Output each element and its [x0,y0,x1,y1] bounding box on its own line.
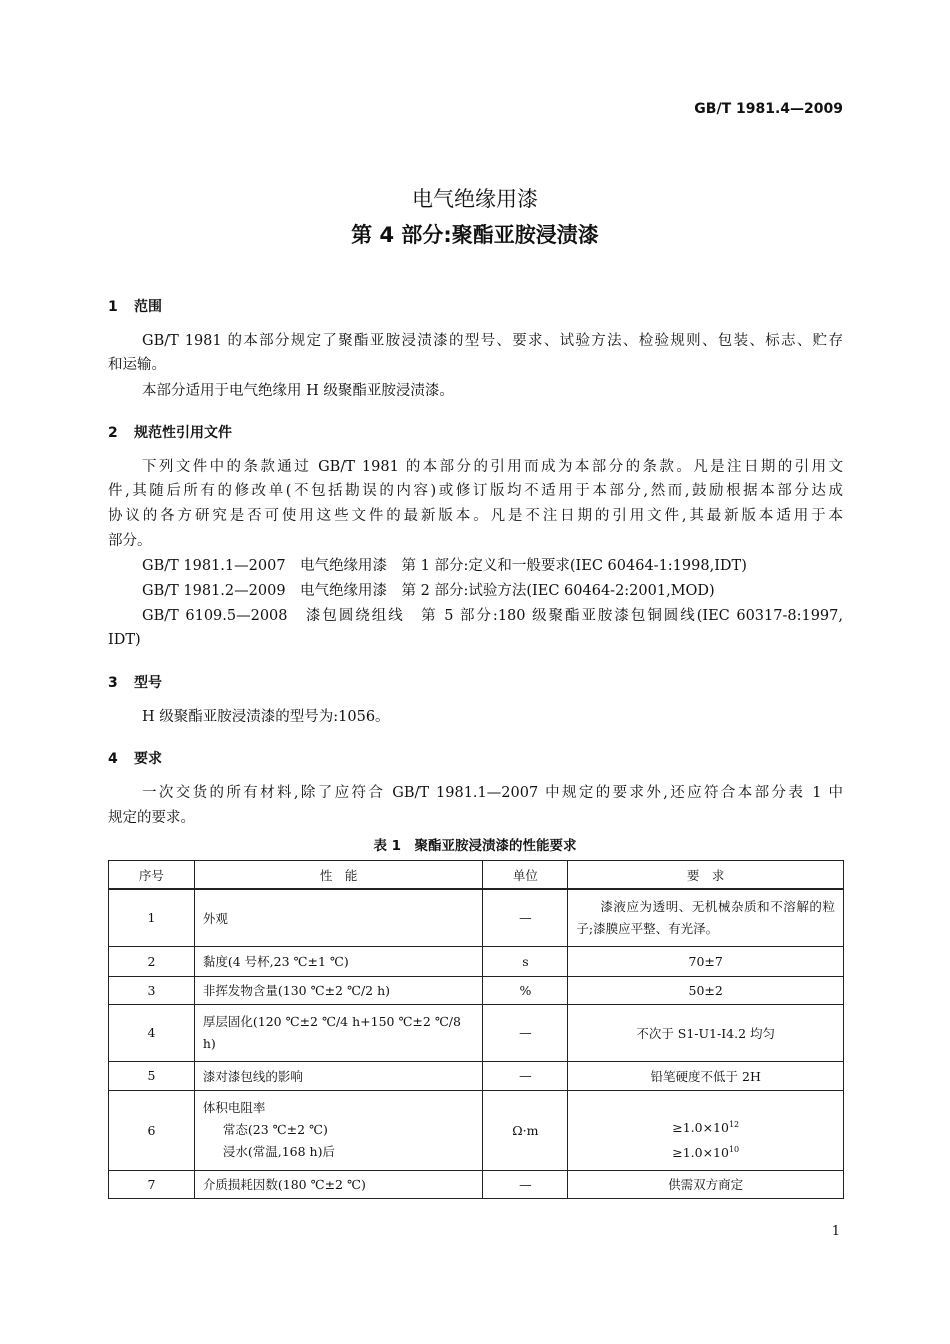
cell-no: 5 [109,1061,195,1090]
cell-property: 外观 [194,889,483,946]
cell-unit: — [483,889,568,946]
cell-no: 2 [109,946,195,976]
reference-line: GB/T 1981.2—2009 电气绝缘用漆 第 2 部分:试验方法(IEC 60464-2:2001,MOD) [142,583,715,599]
cell-unit: — [483,1170,568,1198]
requirement-normal [576,1114,835,1139]
paragraph-line: 部分。 [108,533,152,549]
table-row [109,946,844,976]
cell-property [194,1090,483,1170]
cell-requirement: 供需双方商定 [568,1170,844,1198]
cell-no: 4 [109,1004,195,1061]
requirement-value: ≥1.0×10 [672,1120,729,1135]
doc-title-line1: 电气绝缘用漆 [412,187,538,211]
table-row [109,1090,844,1170]
table-row [109,1061,844,1090]
section-heading-3 [108,672,162,692]
reference-line: IDT) [108,632,141,648]
requirements-table [108,860,844,1199]
column-header: 要 求 [568,861,844,890]
doc-title-line2: 第 4 部分:聚酯亚胺浸渍漆 [351,223,599,247]
table-header-row [109,861,844,890]
section-number: 2 [108,425,118,441]
paragraph-line: 一次交货的所有材料,除了应符合 GB/T 1981.1—2007 中规定的要求外,还应符合本部分表 1 中 [142,785,843,801]
page-number: 1 [831,1224,840,1239]
exponent: 12 [728,1119,740,1129]
cell-no: 7 [109,1170,195,1198]
cell-unit: Ω·m [483,1090,568,1170]
paragraph-line: 协议的各方研究是否可使用这些文件的最新版本。凡是不注日期的引用文件,其最新版本适用于本 [108,508,843,524]
cell-unit: — [483,1004,568,1061]
column-header: 序号 [109,861,195,890]
cell-property: 黏度(4 号杯,23 ℃±1 ℃) [194,946,483,976]
section-number: 4 [108,751,118,767]
property-label: 体积电阻率 [202,1100,266,1115]
cell-no: 3 [109,976,195,1004]
table-row [109,1004,844,1061]
section-heading-4 [108,748,162,768]
section-number: 1 [108,299,118,315]
cell-unit: — [483,1061,568,1090]
section-title: 型号 [134,675,162,691]
cell-requirement: 不次于 S1-U1-I4.2 均匀 [568,1004,844,1061]
property-sub-normal: 常态(23 ℃±2 ℃) [222,1122,328,1137]
section-heading-2 [108,422,232,442]
cell-requirement: 漆液应为透明、无机械杂质和不溶解的粒子;漆膜应平整、有光泽。 [568,889,844,946]
paragraph-line: 本部分适用于电气绝缘用 H 级聚酯亚胺浸渍漆。 [142,383,454,399]
cell-requirement: 70±7 [568,946,844,976]
standard-code: GB/T 1981.4—2009 [694,101,843,117]
cell-property: 厚层固化(120 ℃±2 ℃/4 h+150 ℃±2 ℃/8 h) [194,1004,483,1061]
requirement-immersed [576,1139,835,1164]
section-title: 规范性引用文件 [134,425,232,441]
column-header: 性 能 [194,861,483,890]
paragraph-line: GB/T 1981 的本部分规定了聚酯亚胺浸渍漆的型号、要求、试验方法、检验规则、包装、标志、贮存 [142,333,843,349]
cell-requirement: 50±2 [568,976,844,1004]
section-title: 范围 [134,299,162,315]
table-row [109,889,844,946]
cell-no: 1 [109,889,195,946]
cell-requirement [568,1090,844,1170]
table-row [109,1170,844,1198]
paragraph-line: 规定的要求。 [108,810,195,826]
paragraph-line: 件,其随后所有的修改单(不包括勘误的内容)或修订版均不适用于本部分,然而,鼓励根据本部分达成 [108,483,843,499]
reference-line: GB/T 1981.1—2007 电气绝缘用漆 第 1 部分:定义和一般要求(IEC 60464-1:1998,IDT) [142,558,747,574]
section-number: 3 [108,675,118,691]
paragraph-line: H 级聚酯亚胺浸渍漆的型号为:1056。 [142,709,390,725]
table-row [109,976,844,1004]
cell-no: 6 [109,1090,195,1170]
requirement-value: ≥1.0×10 [672,1145,729,1161]
section-title: 要求 [134,751,162,767]
cell-property: 介质损耗因数(180 ℃±2 ℃) [194,1170,483,1198]
property-sub-immersed: 浸水(常温,168 h)后 [222,1144,335,1159]
table-caption: 表 1 聚酯亚胺浸渍漆的性能要求 [373,838,577,854]
cell-unit: s [483,946,568,976]
column-header: 单位 [483,861,568,890]
cell-property: 非挥发物含量(130 ℃±2 ℃/2 h) [194,976,483,1004]
exponent: 10 [728,1145,740,1154]
paragraph-line: 下列文件中的条款通过 GB/T 1981 的本部分的引用而成为本部分的条款。凡是注日期的引用文 [142,459,843,475]
cell-requirement: 铅笔硬度不低于 2H [568,1061,844,1090]
cell-property: 漆对漆包线的影响 [194,1061,483,1090]
reference-line: GB/T 6109.5—2008 漆包圆绕组线 第 5 部分:180 级聚酯亚胺漆包铜圆线(IEC 60317-8:1997, [142,608,843,624]
cell-unit: % [483,976,568,1004]
paragraph-line: 和运输。 [108,357,166,373]
section-heading-1 [108,296,162,316]
